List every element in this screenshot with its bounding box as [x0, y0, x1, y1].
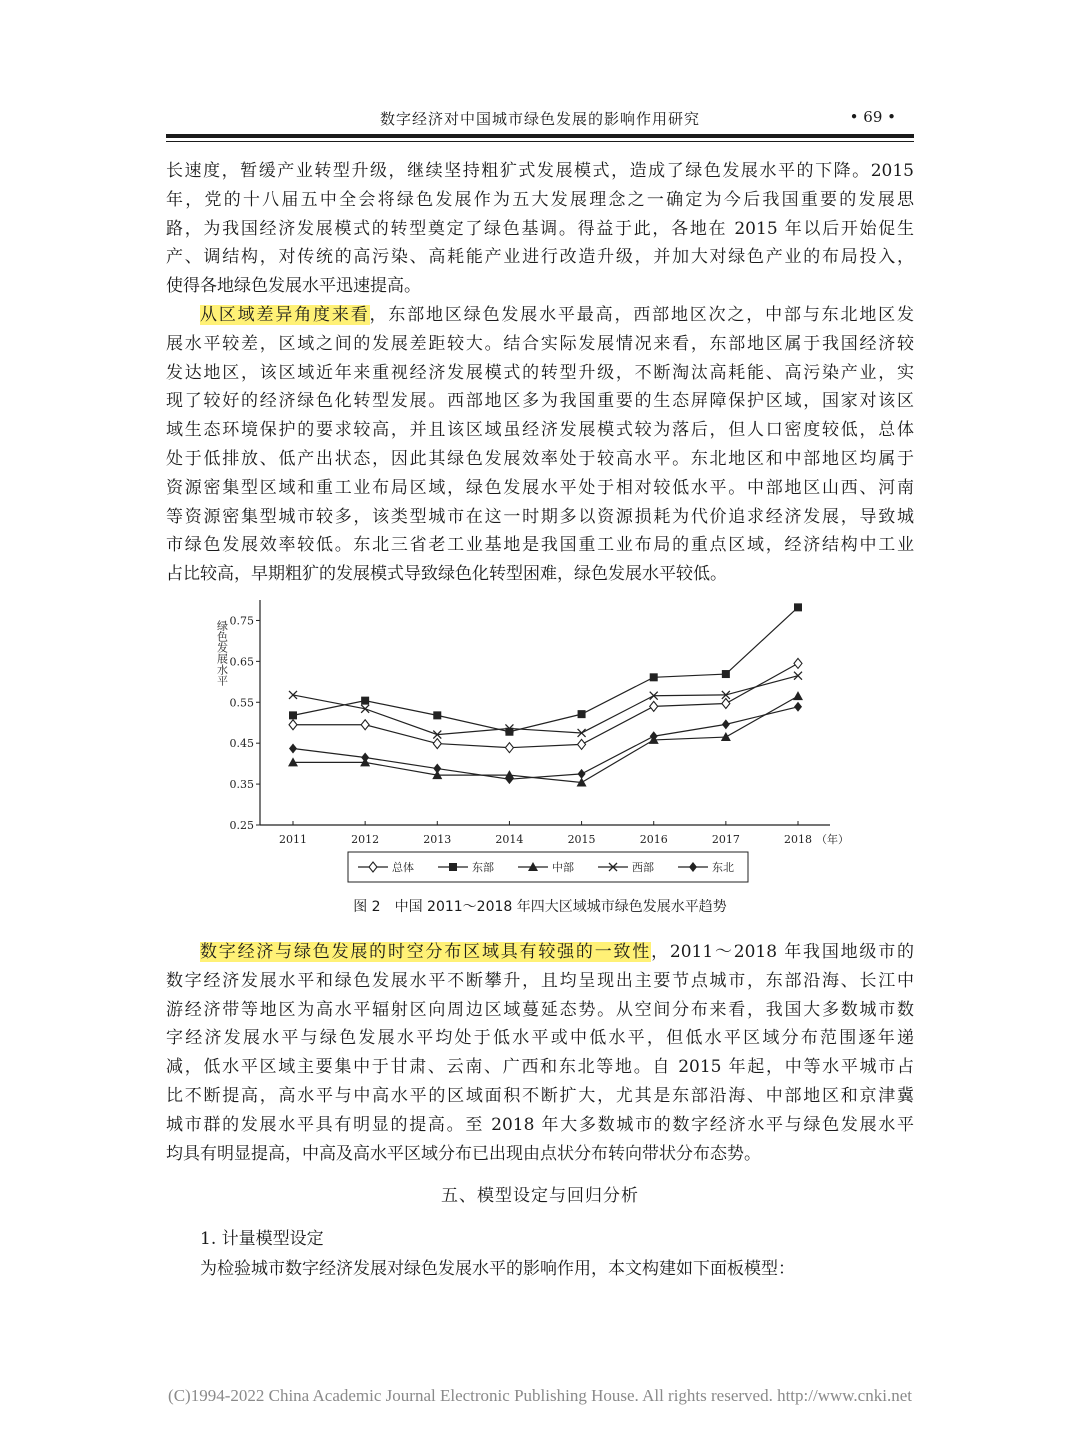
text-line	[166, 938, 914, 967]
data-point	[722, 670, 730, 678]
data-point	[794, 702, 802, 712]
x-tick-label: 2015	[567, 833, 596, 846]
data-point	[361, 697, 369, 705]
legend-label: 东北	[712, 861, 734, 874]
y-tick-label: 0.25	[229, 819, 254, 832]
text-line: 使得各地绿色发展水平迅速提高。	[166, 276, 421, 297]
text-line: 字经济发展水平与绿色发展水平均处于低水平或中低水平，但低水平区域分布范围逐年递	[166, 1028, 914, 1049]
y-tick-label: 0.35	[229, 778, 254, 792]
highlighted-phrase: 从区域差异角度来看	[200, 305, 370, 325]
text-line: 数字经济发展水平和绿色发展水平不断攀升，且均呈现出主要节点城市，东部沿海、长江中	[166, 970, 914, 991]
text-line: 等资源密集型城市较多，该类型城市在这一时期多以资源损耗为代价追求经济发展，导致城	[166, 506, 914, 527]
data-point	[721, 732, 731, 741]
data-point	[361, 720, 369, 730]
legend-label: 中部	[552, 861, 574, 874]
text-line: 为检验城市数字经济发展对绿色发展水平的影响作用，本文构建如下面板模型：	[200, 1259, 795, 1279]
text-span: ，东部地区绿色发展水平最高，西部地区次之，中部与东北地区发	[369, 305, 914, 325]
data-point	[578, 710, 586, 718]
legend-label: 总体	[392, 861, 414, 874]
text-line: 发达地区，该区域近年来重视经济发展模式的转型升级，不断淘汰高耗能、高污染产业，实	[166, 362, 914, 383]
data-point	[289, 711, 297, 719]
text-line: 资源密集型区域和重工业布局区域，绿色发展水平处于相对较低水平。中部地区山西、河南	[166, 477, 914, 498]
data-point	[794, 603, 802, 611]
series-line-5	[293, 707, 798, 779]
data-point	[578, 739, 586, 749]
paragraph-3	[166, 938, 914, 1168]
text-line: 域生态环境保护的要求较高，并且该区域虽经济发展模式较为落后，但人口密度较低，总体	[166, 420, 914, 441]
data-point	[794, 672, 802, 680]
y-tick-label: 0.45	[229, 737, 254, 751]
data-point	[578, 769, 586, 779]
page-number: • 69 •	[849, 108, 896, 126]
data-point	[361, 753, 369, 763]
data-point	[289, 744, 297, 754]
data-point	[289, 720, 297, 730]
x-tick-label: 2018	[784, 833, 812, 846]
paragraph-2	[166, 301, 914, 589]
x-tick-label: 2012	[351, 833, 380, 846]
data-point	[433, 711, 441, 719]
data-point	[433, 764, 441, 774]
y-tick-label: 0.55	[229, 696, 254, 710]
text-line: 城市群的发展水平具有明显的提高。至 2018 年大多数城市的数字经济水平与绿色发展水平	[166, 1114, 914, 1135]
y-tick-label: 0.75	[229, 614, 254, 628]
subsection-heading: 1. 计量模型设定	[200, 1229, 324, 1249]
section-heading: 五、模型设定与回归分析	[441, 1186, 639, 1206]
x-tick-label: 2017	[711, 833, 740, 846]
copyright-footer: (C)1994-2022 China Academic Journal Electronic Publishing House. All rights reserved. http://www.cnki.net	[168, 1386, 912, 1405]
text-line: 产、调结构，对传统的高污染、高耗能产业进行改造升级，并加大对绿色产业的布局投入，	[166, 247, 914, 268]
chart-canvas	[200, 592, 880, 892]
header-rule-thin	[166, 141, 914, 142]
figure-caption: 图 2 中国 2011～2018 年四大区域城市绿色发展水平趋势	[353, 899, 727, 915]
x-tick-label: 2011	[279, 833, 307, 846]
text-line: 长速度，暂缓产业转型升级，继续坚持粗犷式发展模式，造成了绿色发展水平的下降。2015	[166, 161, 914, 181]
data-point	[505, 743, 513, 753]
running-header	[166, 104, 914, 134]
text-line: 市绿色发展效率较低。东北三省老工业基地是我国重工业布局的重点区域，经济结构中工业	[166, 535, 914, 556]
data-point	[793, 691, 803, 700]
data-point	[794, 658, 802, 668]
legend-label: 西部	[632, 861, 654, 874]
text-span: ，2011～2018 年我国地级市的	[651, 942, 914, 962]
header-rule-thick	[166, 134, 914, 138]
running-title: 数字经济对中国城市绿色发展的影响作用研究	[379, 110, 700, 128]
text-line: 展水平较差，区域之间的发展差距较大。结合实际发展情况来看，东部地区属于我国经济较	[166, 333, 914, 354]
text-line: 现了较好的经济绿色化转型发展。西部地区多为我国重要的生态屏障保护区域，国家对该区	[166, 391, 914, 412]
x-axis-unit: （年）	[816, 833, 849, 846]
text-line: 游经济带等地区为高水平辐射区向周边区域蔓延态势。从空间分布来看，我国大多数城市数	[166, 999, 914, 1020]
text-line: 路，为我国经济发展模式的转型奠定了绿色基调。得益于此，各地在 2015 年以后开始促生	[166, 218, 914, 239]
x-tick-label: 2014	[495, 833, 524, 846]
legend-label: 东部	[472, 861, 494, 874]
line-chart	[200, 592, 880, 892]
text-line: 占比较高，早期粗犷的发展模式导致绿色化转型困难，绿色发展水平较低。	[166, 564, 727, 585]
data-point	[650, 673, 658, 681]
data-point	[650, 701, 658, 711]
data-point	[722, 699, 730, 709]
text-line	[166, 301, 914, 330]
text-line: 处于低排放、低产出状态，因此其绿色发展效率处于较高水平。东北地区和中部地区均属于	[166, 448, 914, 469]
paragraph-1	[166, 157, 914, 301]
x-tick-label: 2016	[639, 833, 668, 846]
text-line: 年，党的十八届五中全会将绿色发展作为五大发展理念之一确定为今后我国重要的发展思	[166, 189, 914, 210]
y-tick-label: 0.65	[229, 655, 254, 669]
legend-marker	[449, 863, 457, 871]
text-line: 减，低水平区域主要集中于甘肃、云南、广西和东北等地。自 2015 年起，中等水平城市占	[166, 1057, 914, 1078]
x-tick-label: 2013	[423, 833, 452, 846]
y-axis-label: 绿色发展水平	[215, 620, 229, 686]
highlighted-phrase: 数字经济与绿色发展的时空分布区域具有较强的一致性	[200, 942, 652, 962]
text-line: 均具有明显提高，中高及高水平区域分布已出现由点状分布转向带状分布态势。	[166, 1143, 761, 1164]
data-point	[722, 719, 730, 729]
text-line: 比不断提高，高水平与中高水平的区域面积不断扩大，尤其是东部沿海、中部地区和京津冀	[166, 1085, 914, 1106]
data-point	[433, 739, 441, 749]
